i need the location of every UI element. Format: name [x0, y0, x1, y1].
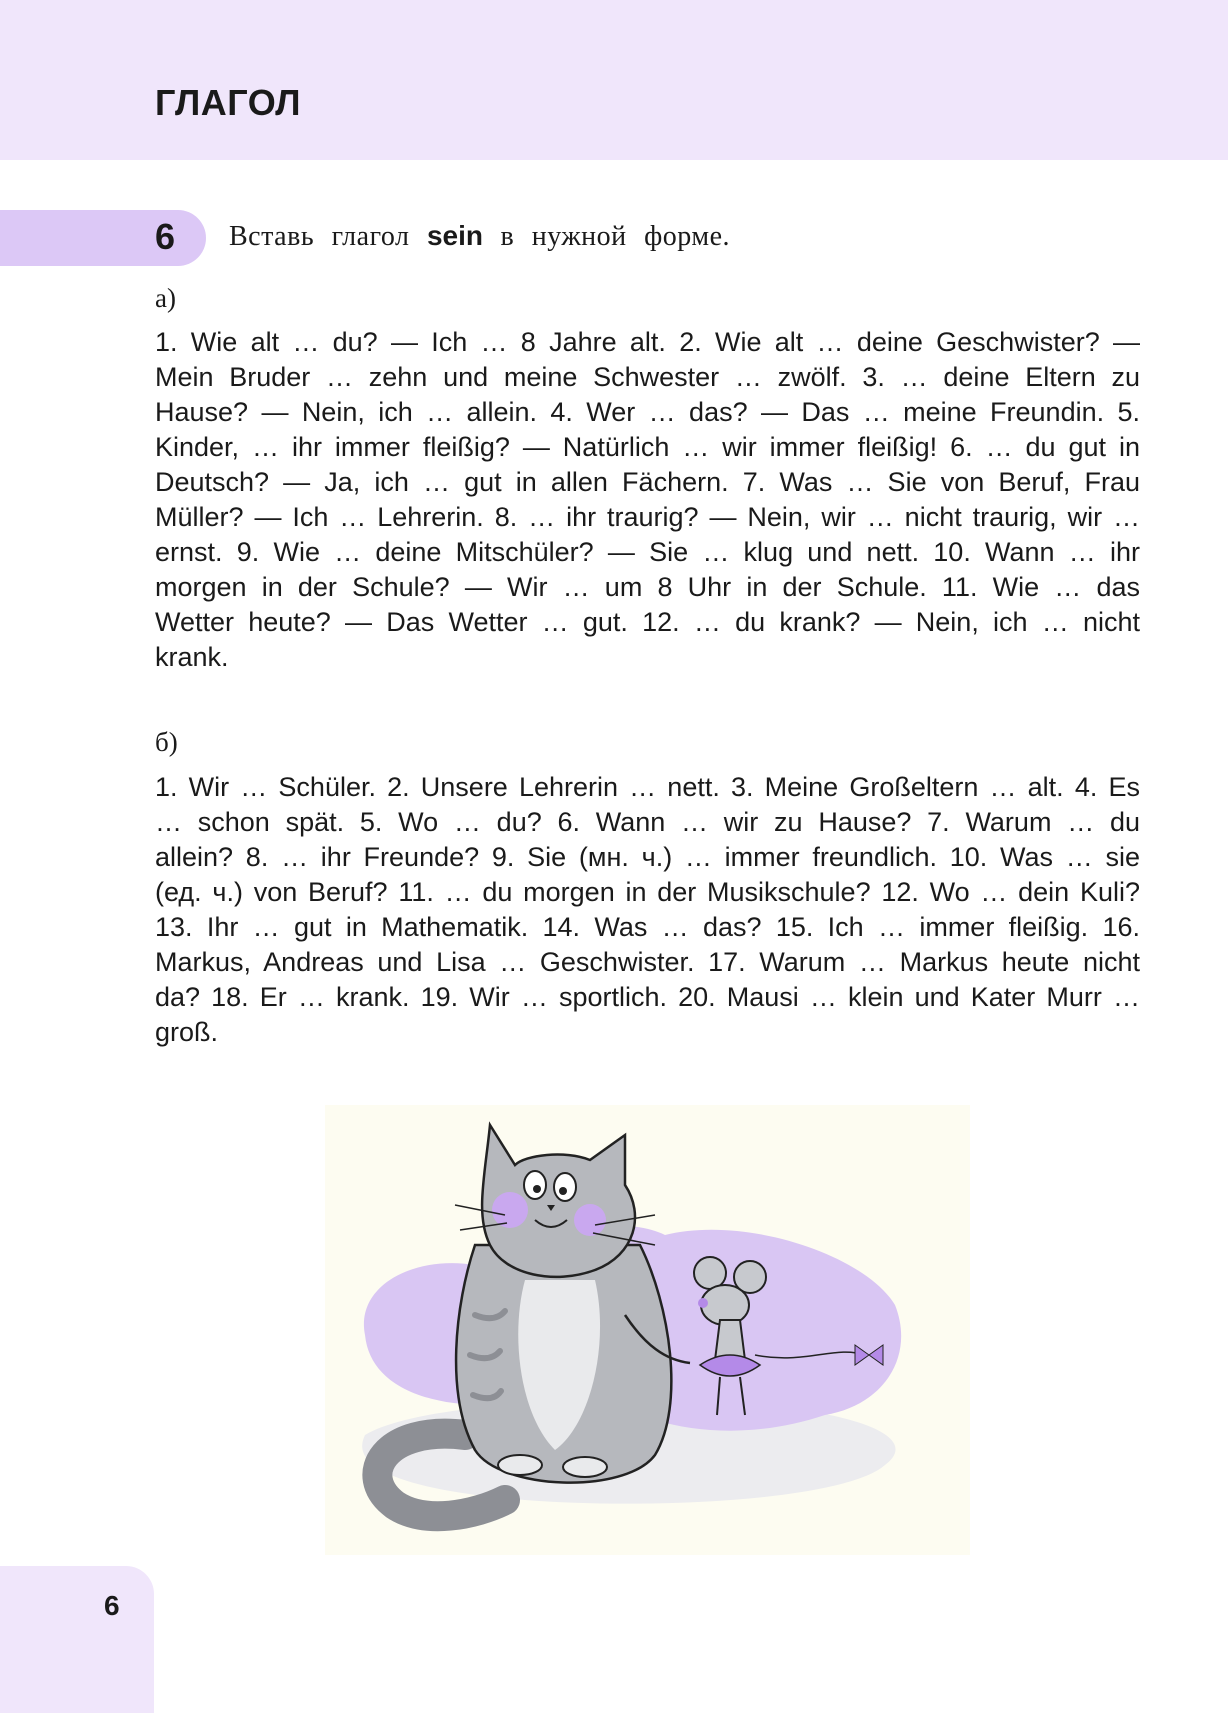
instruction-verb: sein: [426, 220, 483, 251]
cat-right-paw: [563, 1457, 607, 1477]
cat-right-cheek: [574, 1204, 606, 1236]
instruction-text-before: Вставь глагол: [229, 221, 410, 252]
cat-left-paw: [498, 1455, 542, 1475]
cat-right-eye: [554, 1173, 576, 1201]
cat-left-cheek: [492, 1192, 528, 1228]
instruction-text-after: в нужной форме.: [500, 221, 730, 252]
footer-band: [0, 1566, 154, 1713]
exercise-instruction: [229, 220, 730, 253]
part-b-text: 1. Wir … Schüler. 2. Unsere Lehrerin … nett. 3. Meine Großeltern … alt. 4. Es … schon spät. 5. Wo … du? 6. Wann … wir zu Hause? 7. Warum … du allein? 8. … ihr Freunde? 9. Sie (мн. ч.) … immer freundlich. 10. Was … sie (ед. ч.) von Beruf? 11. … du morgen in der Musikschule? 12. Wo … dein Kuli? 13. Ihr … gut in Mathematik. 14. Was … das? 15. Ich … immer fleißig. 16. Markus, Andreas und Lisa … Geschwister. 17. Warum … Markus heute nicht da? 18. Er … krank. 19. Wir … sportlich. 20. Mausi … klein und Kater Murr … groß.: [155, 772, 1140, 1047]
cat-left-eye: [524, 1171, 546, 1199]
exercise-number-tab: [0, 210, 206, 266]
exercise-number: 6: [155, 216, 176, 257]
part-b-label: б): [155, 727, 178, 757]
mouse-body: [715, 1320, 745, 1360]
header-band: [0, 0, 1228, 160]
part-a-text: 1. Wie alt … du? — Ich … 8 Jahre alt. 2. Wie alt … deine Geschwister? — Mein Bruder … zehn und meine Schwester … zwölf. 3. … deine Eltern zu Hause? — Nein, ich … allein. 4. Wer … das? — Das … meine Freundin. 5. Kinder, … ihr immer fleißig? — Natürlich … wir immer fleißig! 6. … du gut in Deutsch? — Ja, ich … gut in allen Fächern. 7. Was … Sie von Beruf, Frau Müller? — Ich … Lehrerin. 8. … ihr traurig? — Nein, wir … nicht traurig, wir … ernst. 9. Wie … deine Mitschüler? — Sie … klug und nett. 10. Wann … ihr morgen in der Schule? — Wir … um 8 Uhr in der Schule. 11. Wie … das Wetter heute? — Das Wetter … gut. 12. … du krank? — Nein, ich … nicht krank.: [155, 327, 1140, 672]
page-title: ГЛАГОЛ: [155, 82, 302, 123]
cat-left-pupil: [533, 1185, 541, 1193]
cat-right-pupil: [559, 1187, 567, 1195]
cat-and-mouse-illustration: [325, 1105, 970, 1555]
part-a-label: а): [155, 283, 176, 313]
mouse-left-ear: [694, 1257, 726, 1289]
mouse-nose: [698, 1298, 708, 1308]
page-number: 6: [104, 1590, 120, 1621]
